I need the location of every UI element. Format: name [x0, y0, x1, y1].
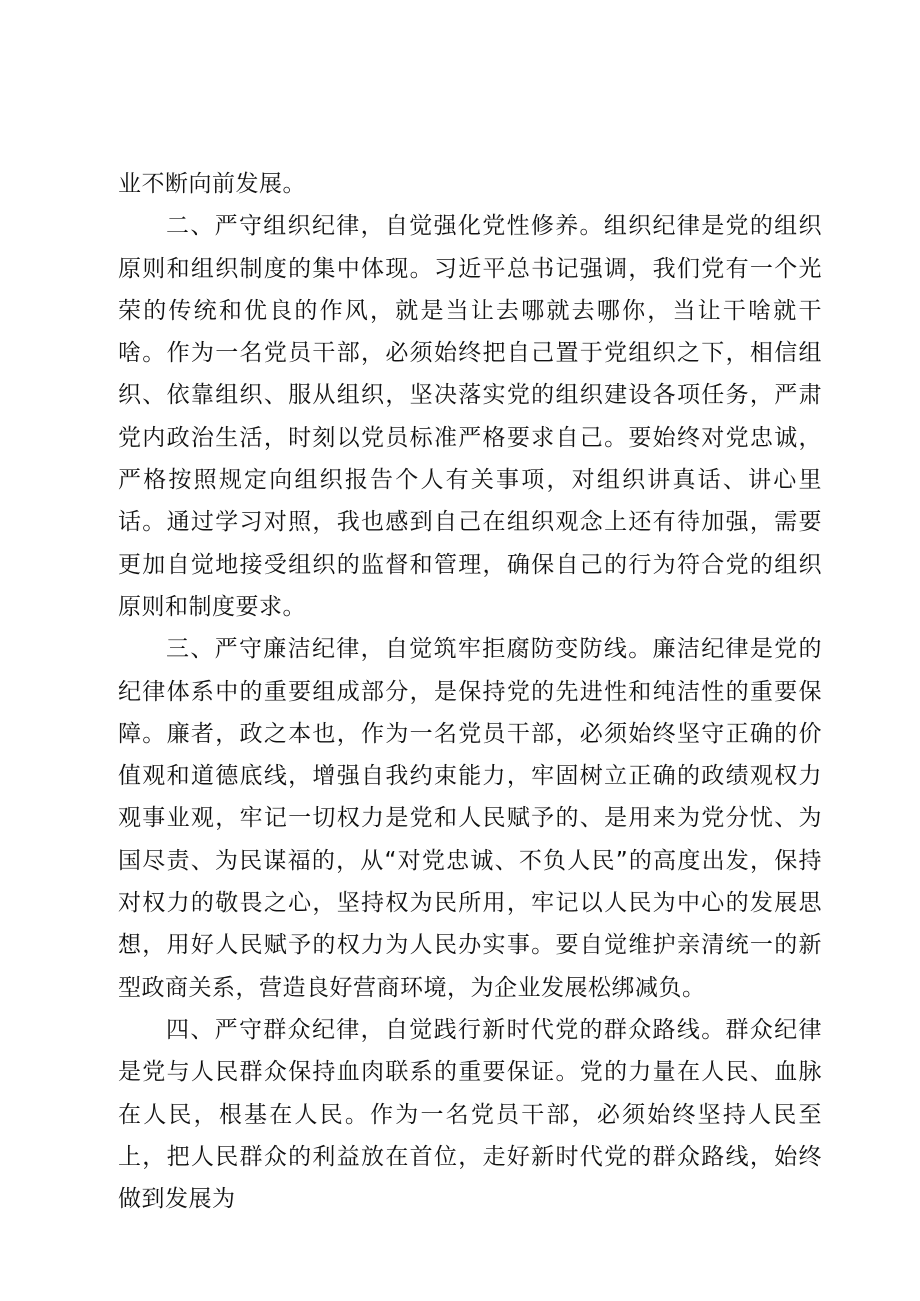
- document-body: [118, 163, 822, 1220]
- paragraph-organization-discipline: 二、严守组织纪律，自觉强化党性修养。组织纪律是党的组织原则和组织制度的集中体现。习近平总书记强调，我们党有一个光荣的传统和优良的作风，就是当让去哪就去哪你，当让干啥就干啥。作为一名党员干部，必须始终把自己置于党组织之下，相信组织、依靠组织、服从组织，坚决落实党的组织建设各项任务，严肃党内政治生活，时刻以党员标准严格要求自己。要始终对党忠诚，严格按照规定向组织报告个人有关事项，对组织讲真话、讲心里话。通过学习对照，我也感到自己在组织观念上还有待加强，需要更加自觉地接受组织的监督和管理，确保自己的行为符合党的组织原则和制度要求。: [118, 213, 822, 620]
- paragraph-mass-discipline: 四、严守群众纪律，自觉践行新时代党的群众路线。群众纪律是党与人民群众保持血肉联系的重要保证。党的力量在人民、血脉在人民，根基在人民。作为一名党员干部，必须始终坚持人民至上，把人民群众的利益放在首位，走好新时代党的群众路线，始终做到发展为: [118, 1016, 822, 1213]
- paragraph-integrity-discipline: 三、严守廉洁纪律，自觉筑牢拒腐防变防线。廉洁纪律是党的纪律体系中的重要组成部分，是保持党的先进性和纯洁性的重要保障。廉者，政之本也，作为一名党员干部，必须始终坚守正确的价值观和道德底线，增强自我约束能力，牢固树立正确的政绩观权力观事业观，牢记一切权力是党和人民赋予的、是用来为党分忧、为国尽责、为民谋福的，从“对党忠诚、不负人民”的高度出发，保持对权力的敬畏之心，坚持权为民所用，牢记以人民为中心的发展思想，用好人民赋予的权力为人民办实事。要自觉维护亲清统一的新型政商关系，营造良好营商环境，为企业发展松绑减负。: [118, 636, 822, 1001]
- paragraph-continuation: 业不断向前发展。: [118, 171, 306, 197]
